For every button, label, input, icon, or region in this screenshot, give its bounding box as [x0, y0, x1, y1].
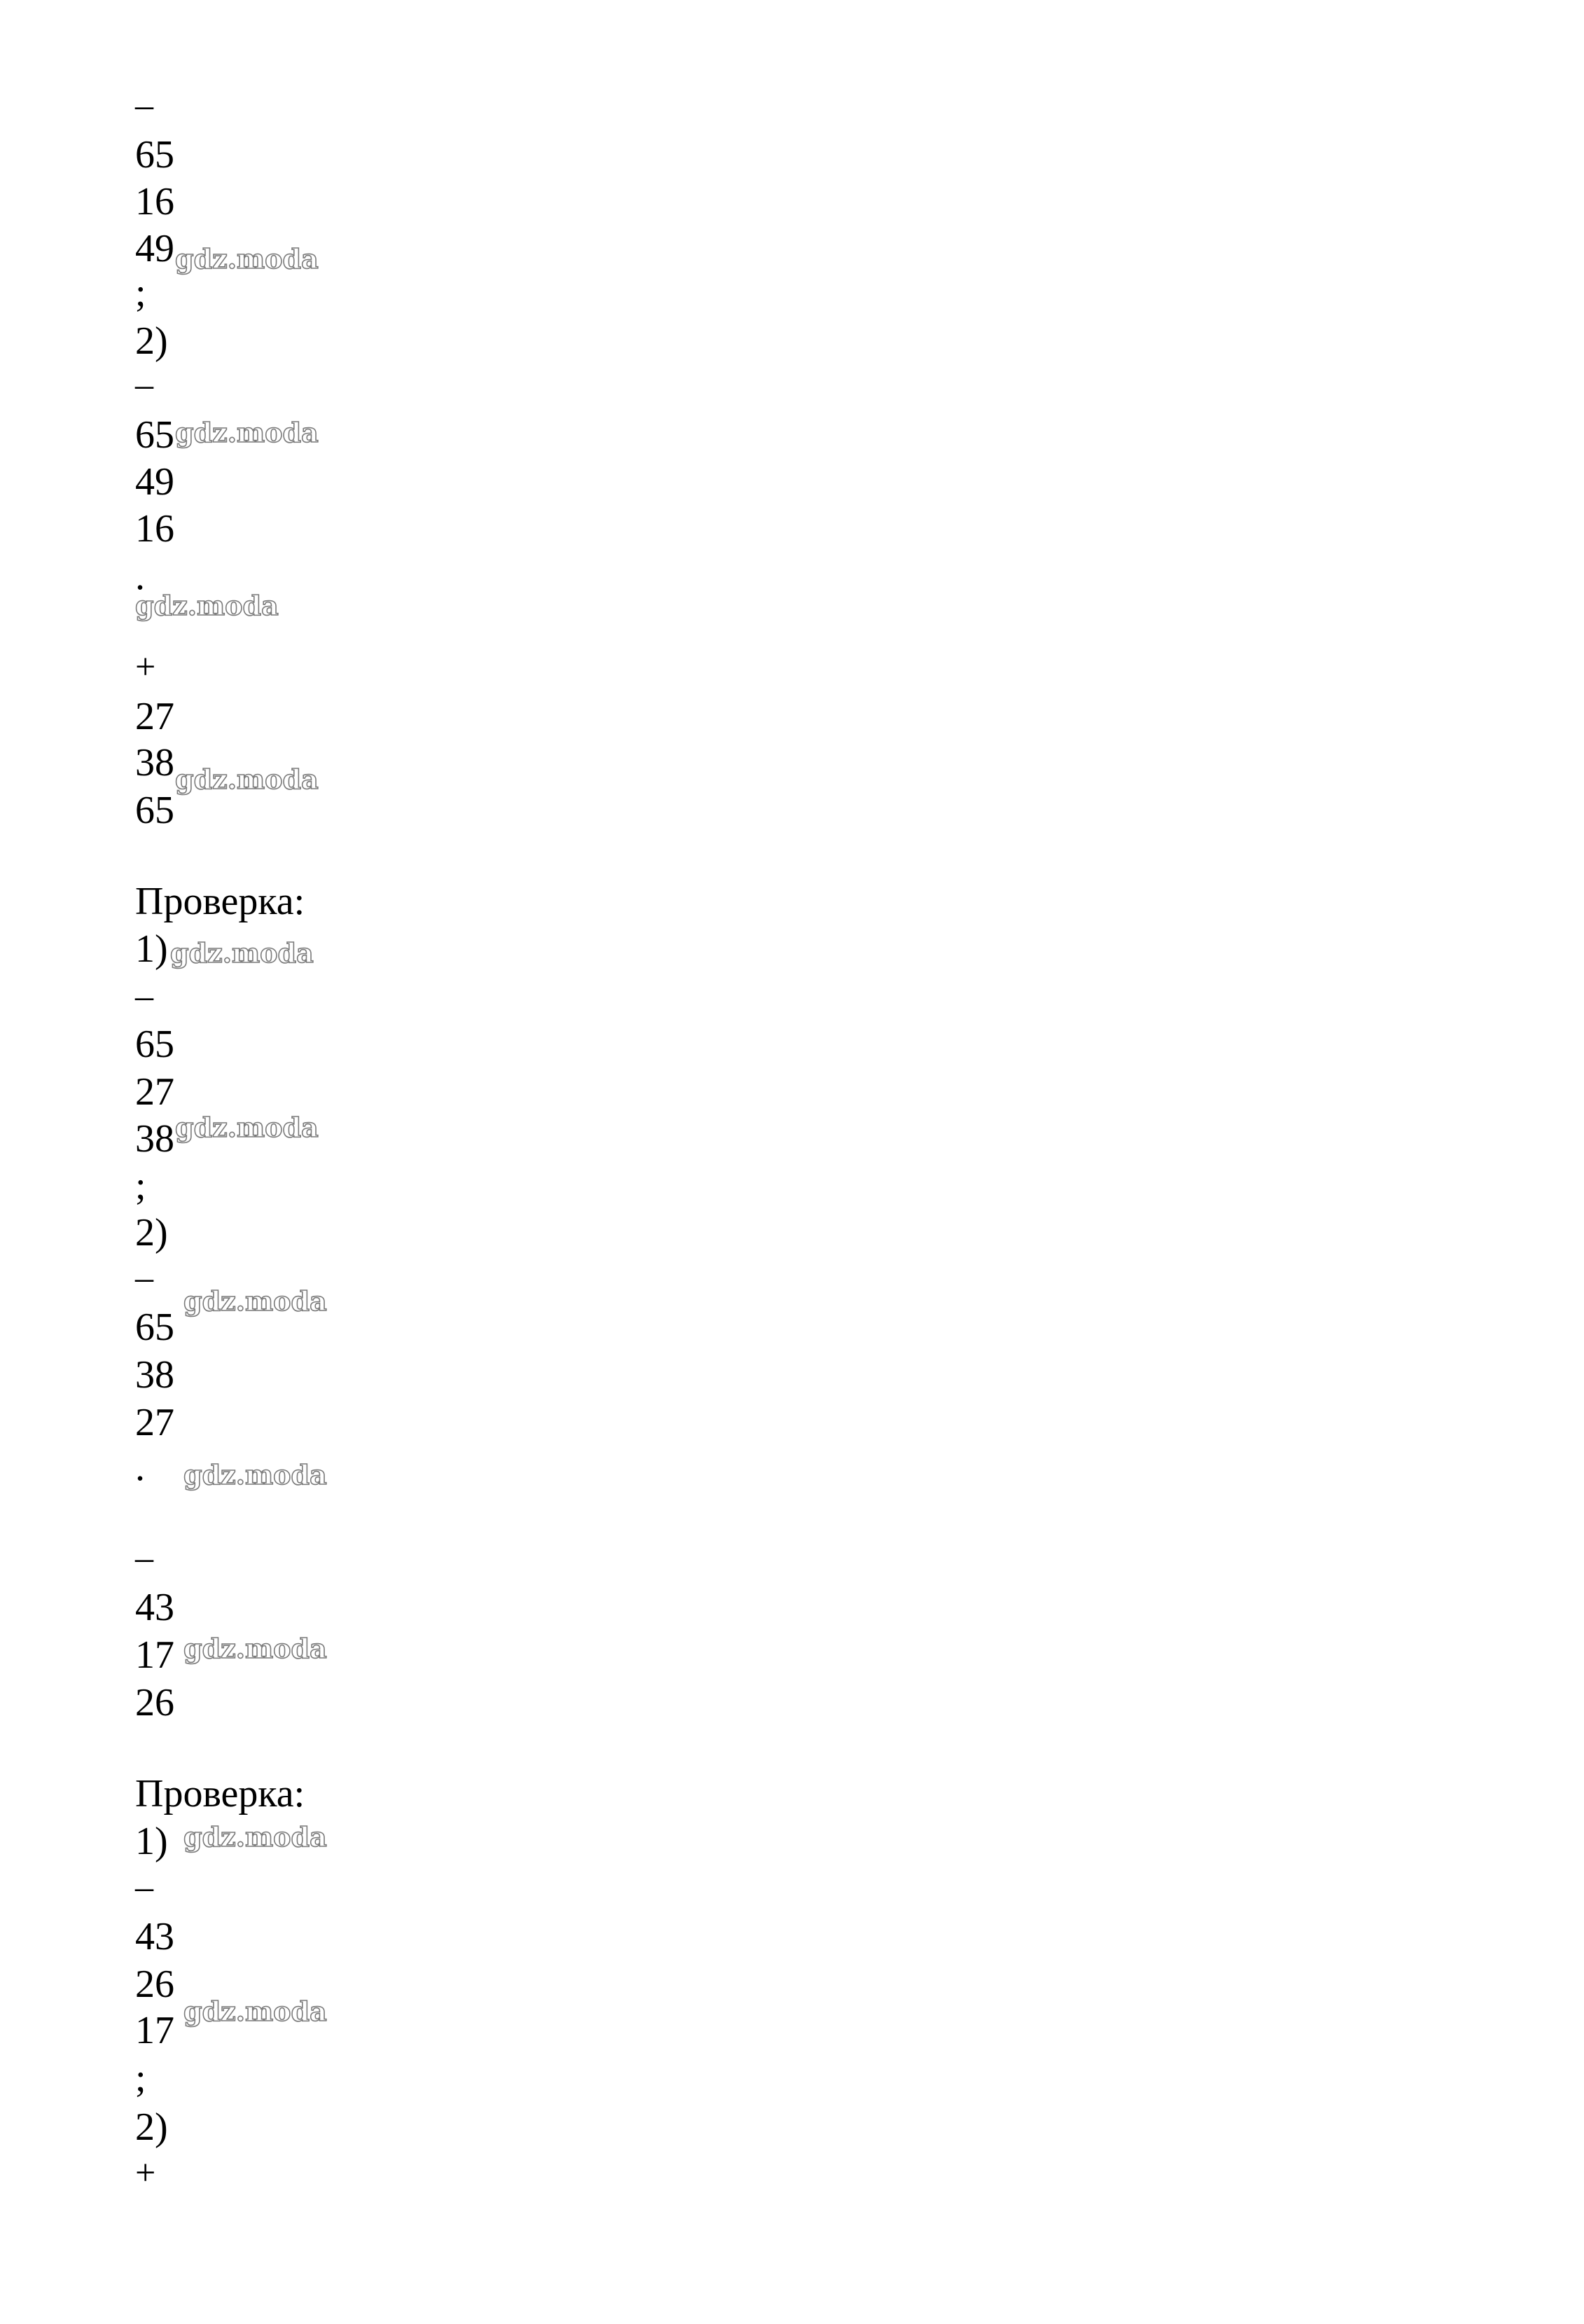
- number-line: 27: [135, 1401, 174, 1444]
- number-line: 43: [135, 1915, 174, 1958]
- watermark-logo: gdz.moda: [170, 937, 314, 969]
- check-heading: Проверка:: [135, 880, 305, 923]
- number-line: 27: [135, 1070, 174, 1114]
- watermark-logo: gdz.moda: [183, 1285, 327, 1317]
- punctuation: ;: [135, 2056, 146, 2100]
- step-label: 1): [135, 927, 168, 971]
- step-label: 1): [135, 1820, 168, 1863]
- number-line: 65: [135, 413, 174, 457]
- minus-sign: –: [135, 365, 153, 405]
- number-line: 16: [135, 180, 174, 223]
- number-line: 26: [135, 1681, 174, 1724]
- watermark-logo: gdz.moda: [183, 1821, 327, 1853]
- minus-sign: –: [135, 976, 153, 1016]
- minus-sign: –: [135, 85, 153, 125]
- number-line: 38: [135, 1353, 174, 1397]
- number-line: 49: [135, 460, 174, 504]
- number-line: 65: [135, 1023, 174, 1066]
- number-line: 17: [135, 1633, 174, 1677]
- plus-sign: +: [135, 647, 156, 687]
- watermark-logo: gdz.moda: [183, 1633, 327, 1664]
- watermark-logo: gdz.moda: [135, 590, 279, 621]
- watermark-logo: gdz.moda: [175, 763, 319, 795]
- watermark-logo: gdz.moda: [183, 1459, 327, 1490]
- number-line: 27: [135, 695, 174, 738]
- number-line: 26: [135, 1963, 174, 2006]
- minus-sign: –: [135, 1258, 153, 1298]
- minus-sign: –: [135, 1538, 153, 1578]
- minus-sign: –: [135, 1867, 153, 1907]
- plus-sign: +: [135, 2153, 156, 2193]
- number-line: 38: [135, 1117, 174, 1161]
- number-line: 65: [135, 789, 174, 832]
- watermark-logo: gdz.moda: [175, 243, 319, 275]
- punctuation: .: [135, 1446, 145, 1489]
- step-label: 2): [135, 1211, 168, 1254]
- step-label: 2): [135, 2105, 168, 2149]
- number-line: 38: [135, 741, 174, 784]
- watermark-logo: gdz.moda: [175, 1112, 319, 1143]
- number-line: 49: [135, 227, 174, 270]
- number-line: 17: [135, 2009, 174, 2052]
- punctuation: .: [135, 555, 145, 598]
- watermark-logo: gdz.moda: [175, 417, 319, 448]
- watermark-logo: gdz.moda: [183, 1996, 327, 2027]
- check-heading: Проверка:: [135, 1772, 305, 1815]
- punctuation: ;: [135, 1164, 146, 1208]
- step-label: 2): [135, 319, 168, 363]
- number-line: 43: [135, 1586, 174, 1629]
- punctuation: ;: [135, 271, 146, 314]
- number-line: 65: [135, 1306, 174, 1349]
- number-line: 65: [135, 133, 174, 177]
- number-line: 16: [135, 507, 174, 551]
